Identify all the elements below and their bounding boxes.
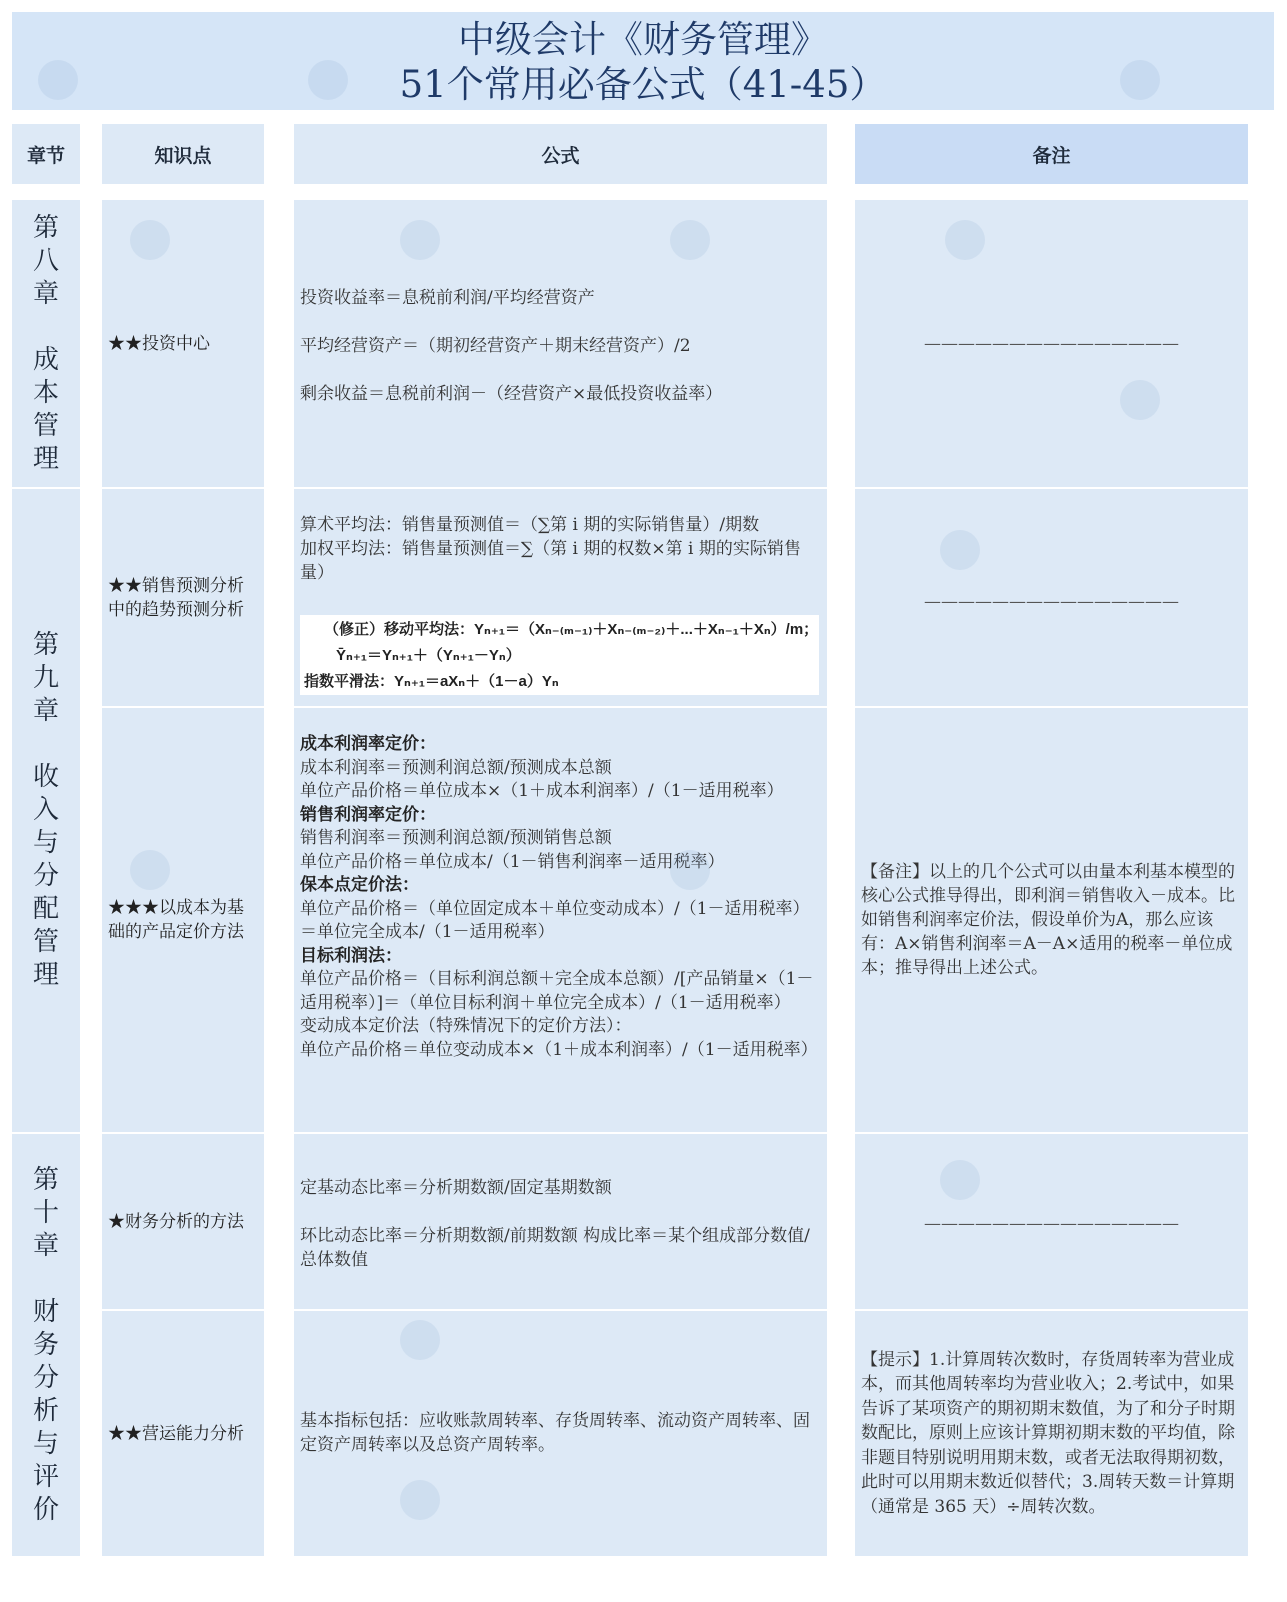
chapter-char: 第 xyxy=(32,212,59,243)
watermark-logo xyxy=(1120,380,1160,420)
formula-line: 销售利润率＝预测利润总额/预测销售总额 xyxy=(300,828,612,848)
header-chapter: 章节 xyxy=(12,124,80,184)
chapter-8 xyxy=(12,200,80,487)
formula-cell-row-4 xyxy=(294,1134,827,1309)
watermark-logo xyxy=(130,220,170,260)
formula-heading: 销售利润率定价： xyxy=(300,804,436,825)
note-row-3: 【备注】以上的几个公式可以由量本利基本模型的核心公式推导得出，即利润＝销售收入－成本。比如销售利润率定价法，假设单价为A，那么应该有：A×销售利润率＝A－A×适用的税率－单位成本；推导得出上述公式。 xyxy=(855,708,1248,1132)
note-row-5: 【提示】1.计算周转次数时，存货周转率为营业成本，而其他周转率均为营业收入；2.考试中，如果告诉了某项资产的期初期末数值，为了和分子时期数配比，原则上应该计算期初期末数的平均值，除非题目特别说明用期末数，或者无法取得期初数，此时可以用期末数近似替代；3.周转天数＝计算期（通常是 365 天）÷周转次数。 xyxy=(855,1311,1248,1556)
chapter-char: 九 xyxy=(32,663,59,693)
chapter-9 xyxy=(12,489,80,1132)
title-line-2: 51个常用必备公式（41-45） xyxy=(399,63,887,106)
chapter-char: 第 xyxy=(32,630,59,660)
watermark-logo xyxy=(945,220,985,260)
header-formula: 公式 xyxy=(294,124,827,184)
header-note: 备注 xyxy=(855,124,1248,184)
watermark-logo xyxy=(670,220,710,260)
formula-line: 变动成本定价法（特殊情况下的定价方法）： xyxy=(300,1016,632,1036)
chapter-char: 收 xyxy=(32,762,59,792)
chapter-char: 成 xyxy=(32,344,59,375)
watermark-logo xyxy=(400,220,440,260)
watermark-logo xyxy=(670,850,710,890)
knowledge-cost-based-pricing: ★★★以成本为基础的产品定价方法 xyxy=(102,708,264,1132)
watermark-logo xyxy=(1120,60,1160,100)
watermark-logo xyxy=(130,850,170,890)
knowledge-financial-analysis: ★财务分析的方法 xyxy=(102,1134,264,1309)
watermark-logo xyxy=(400,1320,440,1360)
formula-image-line: Ȳₙ₊₁＝Yₙ₊₁＋（Yₙ₊₁－Yₙ） xyxy=(336,647,521,664)
moving-average-formula-image xyxy=(300,615,819,695)
formula-line: 投资收益率＝息税前利润/平均经营资产 xyxy=(300,288,595,308)
chapter-char: 理 xyxy=(32,960,59,990)
chapter-char: 第 xyxy=(32,1164,59,1195)
note-row-1: ——————————————— xyxy=(855,200,1248,487)
chapter-char: 务 xyxy=(32,1329,59,1360)
chapter-char: 分 xyxy=(32,1362,59,1393)
chapter-10 xyxy=(12,1134,80,1556)
watermark-logo xyxy=(940,1160,980,1200)
knowledge-investment-center: ★★投资中心 xyxy=(102,200,264,487)
watermark-logo xyxy=(38,60,78,100)
formula-line: 算术平均法：销售量预测值＝（∑第 i 期的实际销售量）/期数 xyxy=(300,515,760,535)
watermark-logo xyxy=(308,60,348,100)
formula-cell-row-5 xyxy=(294,1311,827,1556)
formula-line: 单位产品价格＝（目标利润总额＋完全成本总额）/[产品销量×（1－适用税率）]＝（单位目标利润＋单位完全成本）/（1－适用税率） xyxy=(300,969,814,1013)
chapter-char: 配 xyxy=(32,894,59,924)
chapter-char: 八 xyxy=(32,245,59,276)
chapter-char: 析 xyxy=(32,1395,59,1426)
chapter-char: 章 xyxy=(32,1230,59,1261)
watermark-logo xyxy=(400,1480,440,1520)
note-row-4: ——————————————— xyxy=(855,1134,1248,1309)
note-row-2: ——————————————— xyxy=(855,489,1248,706)
formula-line: 成本利润率＝预测利润总额/预测成本总额 xyxy=(300,757,612,778)
formula-cell-row-1 xyxy=(294,200,827,487)
chapter-char: 评 xyxy=(32,1461,59,1492)
formula-heading: 成本利润率定价： xyxy=(300,734,436,754)
chapter-char: 章 xyxy=(32,278,59,309)
formula-line: 剩余收益＝息税前利润－（经营资产×最低投资收益率） xyxy=(300,384,723,404)
watermark-logo xyxy=(940,530,980,570)
formula-line: 单位产品价格＝单位变动成本×（1＋成本利润率）/（1－适用税率） xyxy=(300,1039,818,1060)
page-title xyxy=(12,12,1274,110)
chapter-char: 财 xyxy=(32,1296,59,1327)
formula-image-line: （修正）移动平均法：Yₙ₊₁＝（Xₙ₋₍ₘ₋₁₎＋Xₙ₋₍ₘ₋₂₎＋...＋Xₙ₋₁＋Xₙ）/m； xyxy=(324,621,819,638)
formula-line: 基本指标包括：应收账款周转率、存货周转率、流动资产周转率、固定资产周转率以及总资产周转率。 xyxy=(300,1411,810,1455)
chapter-char: 管 xyxy=(32,927,59,957)
chapter-char: 本 xyxy=(32,377,59,408)
formula-image-line: 指数平滑法：Yₙ₊₁＝aXₙ＋（1－a）Yₙ xyxy=(304,673,559,690)
knowledge-operating-capacity: ★★营运能力分析 xyxy=(102,1311,264,1556)
knowledge-sales-forecast: ★★销售预测分析中的趋势预测分析 xyxy=(102,489,264,706)
formula-line: 单位产品价格＝（单位固定成本＋单位变动成本）/（1－适用税率）＝单位完全成本/（1－适用税率） xyxy=(300,898,810,942)
chapter-char: 分 xyxy=(32,861,59,891)
formula-line: 环比动态比率＝分析期数额/前期数额 构成比率＝某个组成部分数值/总体数值 xyxy=(300,1226,810,1270)
chapter-char: 与 xyxy=(32,828,59,858)
formula-heading: 目标利润法： xyxy=(300,945,402,966)
header-knowledge: 知识点 xyxy=(102,124,264,184)
formula-heading: 保本点定价法： xyxy=(300,875,419,895)
formula-line: 单位产品价格＝单位成本/（1－销售利润率－适用税率） xyxy=(300,851,725,872)
formula-line: 定基动态比率＝分析期数额/固定基期数额 xyxy=(300,1178,612,1198)
chapter-char: 价 xyxy=(32,1494,59,1525)
chapter-char: 管 xyxy=(32,410,59,441)
title-line-1: 中级会计《财务管理》 xyxy=(458,18,828,61)
formula-line: 单位产品价格＝单位成本×（1＋成本利润率）/（1－适用税率） xyxy=(300,781,784,801)
chapter-char: 十 xyxy=(32,1197,59,1228)
chapter-char: 入 xyxy=(32,795,59,825)
formula-cell-row-3 xyxy=(294,708,827,1132)
formula-line: 平均经营资产＝（期初经营资产＋期末经营资产）/2 xyxy=(300,336,691,356)
chapter-char: 章 xyxy=(32,696,59,726)
chapter-char: 理 xyxy=(32,443,59,474)
chapter-char: 与 xyxy=(32,1428,59,1459)
formula-line: 加权平均法：销售量预测值＝∑（第 i 期的权数×第 i 期的实际销售量） xyxy=(300,539,801,583)
